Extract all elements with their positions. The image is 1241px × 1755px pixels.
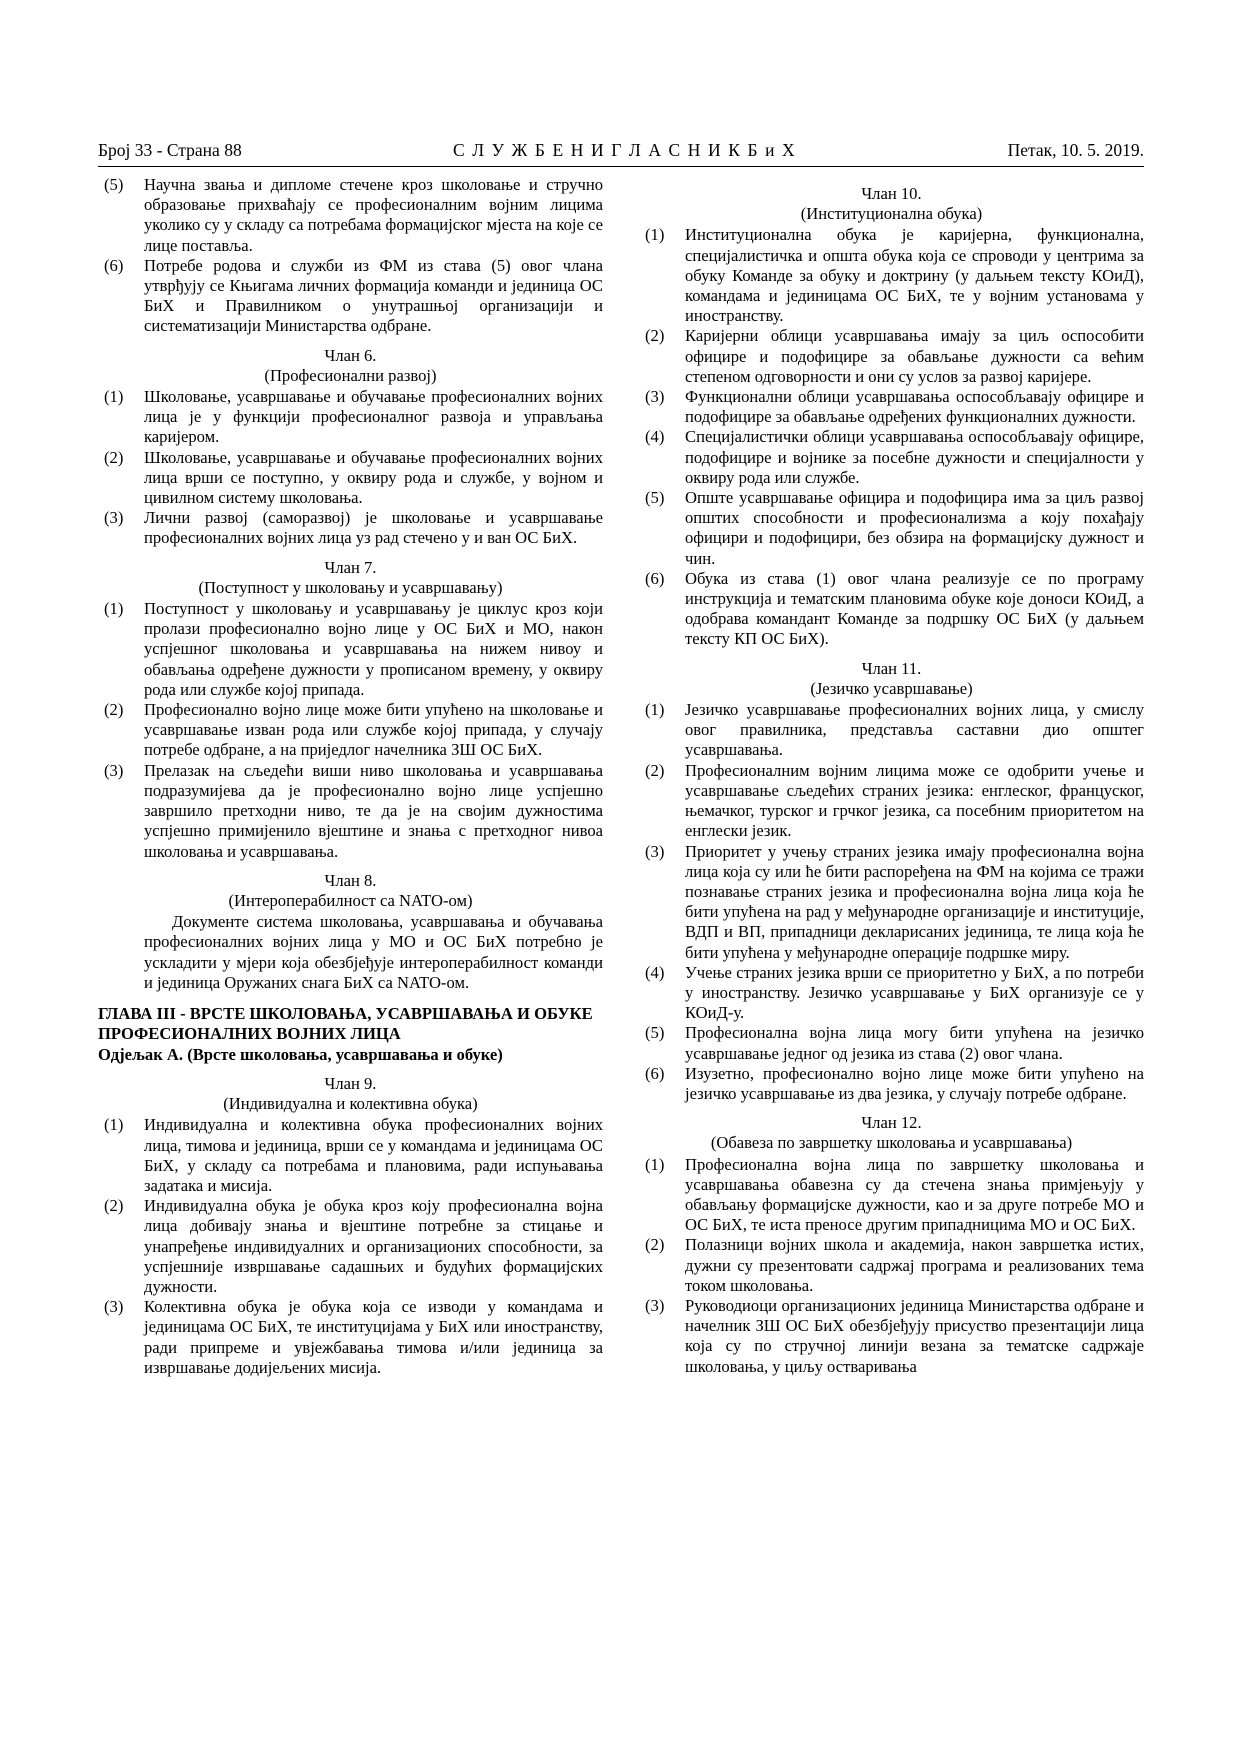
article-number-heading: Члан 8.	[324, 870, 377, 890]
paragraph-text: Опште усавршавање официра и подофицира има за циљ развој општих способности и професионализма а коју похађају официри и подофицири, без обзира на формацијску дужност и чин.	[685, 488, 1144, 568]
paragraph-text: Лични развој (саморазвој) је школовање и усавршавање професионалних војних лица уз рад стечено у и ван ОС БиХ.	[144, 508, 603, 548]
article-subtitle: (Институционална обука)	[800, 204, 983, 224]
numbered-paragraph	[639, 1296, 1144, 1377]
numbered-paragraph	[98, 448, 603, 509]
paragraph-number: (1)	[645, 700, 665, 720]
paragraph-text: Професионалним војним лицима може се одобрити учење и усавршавање сљедећих страних језика: енглеског, француског, њемачког, турског и грчког језика, са посебним приоритетом на енглески језик.	[685, 760, 1144, 841]
paragraph-number: (6)	[645, 568, 665, 588]
article-number-heading: Члан 7.	[324, 557, 377, 577]
paragraph-text: Професионална војна лица могу бити упућена на језичко усавршавање једног од језика из става (2) овог члана.	[685, 1023, 1144, 1063]
chapter-heading: ГЛАВА III - ВРСТЕ ШКОЛОВАЊА, УСАВРШАВАЊА И ОБУКЕ ПРОФЕСИОНАЛНИХ ВОЈНИХ ЛИЦА	[98, 1003, 593, 1044]
paragraph-text: Функционални облици усавршавања оспособљавају официре и подофицире за обављање одређених функционалних дужности.	[685, 387, 1144, 427]
header-issue-page: Број 33 - Страна 88	[98, 140, 242, 160]
paragraph-text: Потребе родова и служби из ФМ из става (5) овог члана утврђују се Књигама личних формација команди и јединица ОС БиХ и Правилником о унутрашњој организацији и систематизацији Министарства одбране.	[144, 255, 603, 336]
paragraph-text: Каријерни облици усавршавања имају за циљ оспособити официре и подофицире за обављање дужности са већим степеном одговорности и они су услов за развој каријере.	[685, 326, 1144, 386]
article-number-heading: Члан 11.	[861, 658, 922, 678]
paragraph-number: (6)	[104, 255, 124, 275]
paragraph-number: (2)	[104, 1196, 124, 1216]
numbered-paragraph	[98, 761, 603, 862]
paragraph-number: (1)	[645, 1154, 665, 1174]
paragraph-number: (5)	[645, 488, 665, 508]
paragraph-number: (4)	[645, 962, 665, 982]
paragraph-text: Обука из става (1) овог члана реализује се по програму инструкција и тематским плановима обуке које доноси КОиД, а одобрава командант Команде за подршку ОС БиХ (у даљњем тексту КП ОС БиХ).	[685, 568, 1144, 649]
numbered-paragraph	[98, 1297, 603, 1378]
article-subtitle: (Поступност у школовању и усавршавању)	[198, 577, 503, 597]
article-subtitle: (Интероперабилност са NATO-ом)	[228, 890, 473, 910]
article-number-heading: Члан 9.	[324, 1073, 377, 1093]
paragraph-number: (3)	[645, 841, 665, 861]
numbered-paragraph	[98, 700, 603, 761]
numbered-paragraph	[639, 1235, 1144, 1296]
body-paragraph: Документе система школовања, усавршавања и обучавања професионалних војних лица у МО и ОС БиХ потребно је ускладити у мјери која обезбјеђује интероперабилност команди и јединица Оружаних снага БиХ са NATO-ом.	[144, 912, 603, 992]
right-column	[639, 175, 1144, 1378]
numbered-paragraph	[98, 1196, 603, 1297]
paragraph-text: Полазници војних школа и академија, након завршетка истих, дужни су презентовати садржај програма и реализованих тема током школовања.	[685, 1235, 1144, 1295]
paragraph-text: Учење страних језика врши се приоритетно у БиХ, а по потреби у иностранству. Језичко усавршавање у БиХ организује се у КОиД-у.	[685, 962, 1144, 1023]
paragraph-number: (3)	[645, 387, 665, 407]
paragraph-number: (5)	[645, 1023, 665, 1043]
numbered-paragraph	[639, 488, 1144, 569]
numbered-paragraph	[639, 1155, 1144, 1236]
two-column-body	[98, 175, 1144, 1378]
paragraph-number: (1)	[645, 225, 665, 245]
running-header	[98, 140, 1144, 160]
paragraph-text: Индивидуална и колективна обука професионалних војних лица, тимова и јединица, врши се у командама и јединицама ОС БиХ, у складу са потребама и плановима, ради испуњавања задатака и мисија.	[144, 1115, 603, 1195]
numbered-paragraph	[98, 1115, 603, 1196]
article-number-heading: Члан 12.	[861, 1113, 922, 1133]
numbered-paragraph	[639, 1023, 1144, 1063]
numbered-paragraph	[98, 387, 603, 448]
paragraph-number: (6)	[645, 1063, 665, 1083]
paragraph-text: Научна звања и дипломе стечене кроз школовање и стручно образовање прихваћају се професионалним војним лицима уколико су у складу са потребама формацијског мјеста на које се лице поставља.	[144, 175, 603, 255]
paragraph-text: Институционална обука је каријерна, функционална, специјалистичка и општа обука која се спроводи у центрима за обуку Команде за обуку и доктрину (у даљњем тексту КОиД), командама и јединицама ОС БиХ, те у војним установама у иностранству.	[685, 225, 1144, 326]
numbered-paragraph	[639, 700, 1144, 761]
paragraph-number: (2)	[104, 447, 124, 467]
header-rule	[98, 166, 1144, 167]
paragraph-text: Професионално војно лице може бити упућено на школовање и усавршавање изван рода или службе којој припада, у случају потребе одбране, а на приједлог начелника ЗШ ОС БиХ.	[144, 700, 603, 760]
header-date: Петак, 10. 5. 2019.	[1007, 140, 1144, 160]
article-number-heading: Члан 10.	[861, 184, 922, 203]
header-publication-title: С Л У Ж Б Е Н И Г Л А С Н И К Б и Х	[452, 140, 797, 160]
paragraph-number: (4)	[645, 427, 665, 447]
article-subtitle: (Професионални развој)	[264, 365, 437, 385]
paragraph-number: (1)	[104, 387, 124, 407]
section-heading: Одјељак А. (Врсте школовања, усавршавања и обуке)	[98, 1044, 503, 1064]
paragraph-number: (2)	[104, 700, 124, 720]
article-subtitle: (Обавеза по завршетку школовања и усавршавања)	[710, 1133, 1073, 1153]
paragraph-text: Специјалистички облици усавршавања оспособљавају официре, подофицире и војнике за посебне дужности и специјалности у оквиру рода или службе.	[685, 427, 1144, 487]
paragraph-text: Поступност у школовању и усавршавању је циклус кроз који пролази професионално војно лице у ОС БиХ и МО, након успјешног школовања и усавршавања на нижем нивоу и обављања одређене дужности у прописаном времену, у оквиру рода или службе којој припада.	[144, 599, 603, 699]
numbered-paragraph	[639, 427, 1144, 488]
paragraph-number: (3)	[104, 1297, 124, 1317]
article-subtitle: (Језичко усавршавање)	[810, 678, 973, 698]
numbered-paragraph	[639, 569, 1144, 650]
paragraph-number: (2)	[645, 1235, 665, 1255]
paragraph-number: (1)	[104, 599, 124, 619]
paragraph-text: Руководиоци организационих јединица Министарства одбране и начелник ЗШ ОС БиХ обезбјеђују присуство презентацији лица која су по стручној линији везана за тематске садржаје школовања, у циљу остваривања	[685, 1295, 1144, 1376]
numbered-paragraph	[639, 842, 1144, 963]
paragraph-number: (2)	[645, 326, 665, 346]
article-subtitle: (Индивидуална и колективна обука)	[223, 1094, 478, 1114]
numbered-paragraph	[98, 508, 603, 548]
paragraph-number: (3)	[104, 760, 124, 780]
numbered-paragraph	[639, 1064, 1144, 1104]
paragraph-text: Колективна обука је обука која се изводи у командама и јединицама ОС БиХ, те институцијама у БиХ или иностранству, ради припреме и увјежбавања тимова и/или јединица за извршавање додијељених мисија.	[144, 1297, 603, 1377]
paragraph-text: Приоритет у учењу страних језика имају професионална војна лица која су или ће бити распоређена на ФМ на којима се тражи познавање страних језика и професионална војна лица која ће бити упућена на рад у међународне организације и институције, ВДП и ВП, припадници декларисаних јединица, те лица која ће бити упућена у међународне операције подршке миру.	[685, 841, 1144, 962]
numbered-paragraph	[639, 387, 1144, 427]
paragraph-text: Изузетно, професионално војно лице може бити упућено на језичко усавршавање из два језика, у случају потребе одбране.	[685, 1063, 1144, 1103]
paragraph-number: (3)	[104, 508, 124, 528]
paragraph-text: Индивидуална обука је обука кроз коју професионална војна лица добивају знања и вјештине потребне за стицање и унапређење индивидуалних и организационих способности, за успјешније извршавање садашњих и будућих формацијских дужности.	[144, 1196, 603, 1296]
paragraph-number: (3)	[645, 1295, 665, 1315]
paragraph-text: Језичко усавршавање професионалних војних лица, у смислу овог правилника, представља саставни дио општег усавршавања.	[685, 700, 1144, 760]
numbered-paragraph	[639, 225, 1144, 326]
left-column	[98, 175, 603, 1378]
numbered-paragraph	[98, 256, 603, 337]
numbered-paragraph	[98, 599, 603, 700]
paragraph-text: Школовање, усавршавање и обучавање професионалних војних лица врши се поступно, у оквиру рода и службе, у војном и цивилном систему школовања.	[144, 447, 603, 508]
paragraph-text: Прелазак на сљедећи виши ниво школовања и усавршавања подразумијева да је професионално војно лице успјешно завршило претходни ниво, те да је на својим дужностима успјешно примијенило вјештине и знања с претходног нивоа школовања и усавршавања.	[144, 760, 603, 861]
paragraph-text: Школовање, усавршавање и обучавање професионалних војних лица је у функцији професионалног развоја и управљања каријером.	[144, 387, 603, 447]
numbered-paragraph	[639, 326, 1144, 387]
paragraph-number: (5)	[104, 175, 124, 194]
numbered-paragraph	[98, 175, 603, 256]
article-number-heading: Члан 6.	[324, 345, 377, 365]
paragraph-text: Професионална војна лица по завршетку школовања и усавршавања обавезна су да стечена знања примјењују у обављању формацијске дужности, као и за друге потребе МО и ОС БиХ, те иста преносе другим припадницима МО и ОС БиХ.	[685, 1154, 1144, 1235]
paragraph-number: (2)	[645, 760, 665, 780]
numbered-paragraph	[639, 761, 1144, 842]
numbered-paragraph	[639, 963, 1144, 1024]
paragraph-number: (1)	[104, 1115, 124, 1135]
